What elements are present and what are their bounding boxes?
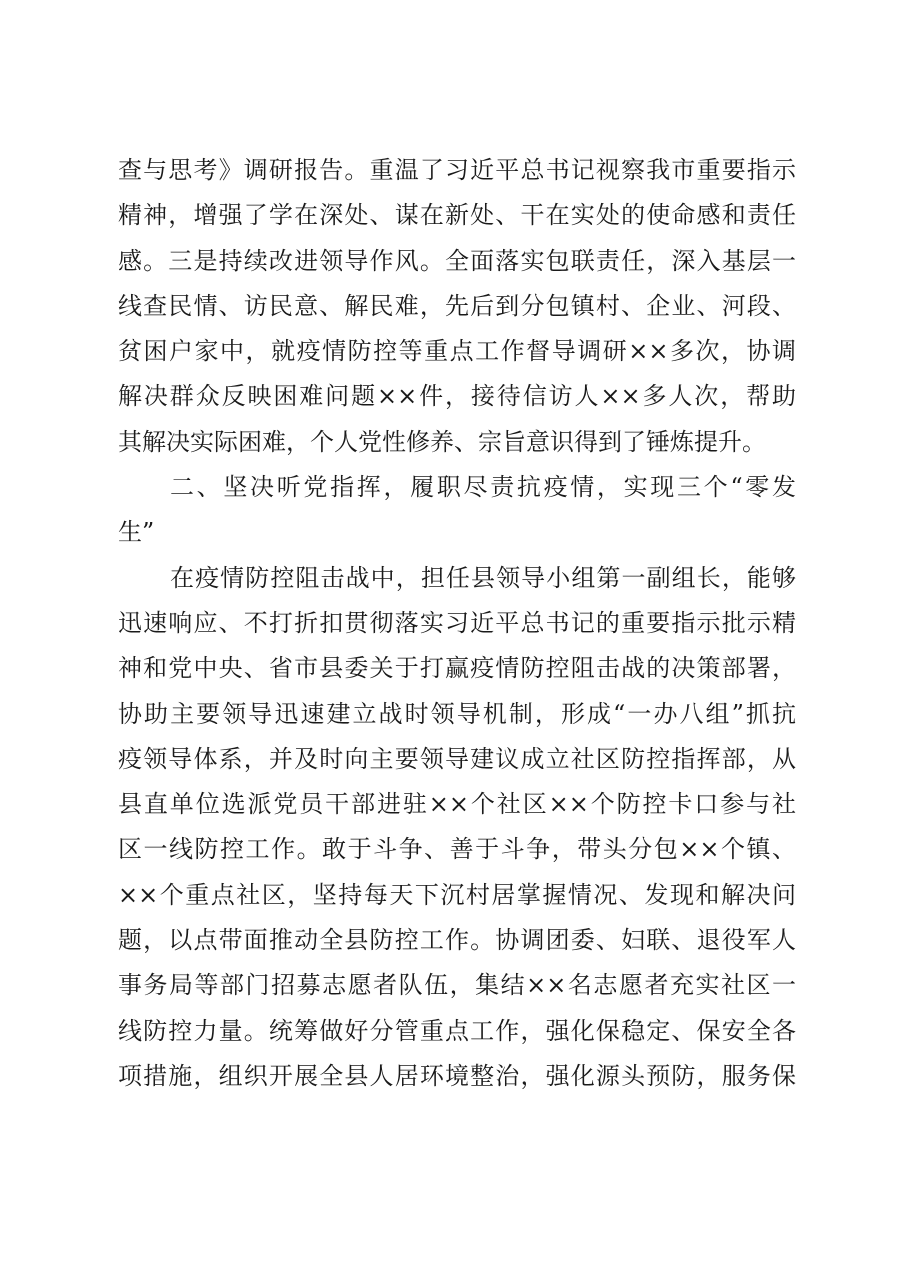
text-line: 解决群众反映困难问题××件，接待信访人××多人次，帮助 xyxy=(118,382,796,411)
text-line: 线防控力量。统筹做好分管重点工作，强化保稳定、保安全各 xyxy=(118,1016,796,1045)
text-line: 事务局等部门招募志愿者队伍，集结××名志愿者充实社区一 xyxy=(118,971,796,1000)
text-line: 题，以点带面推动全县防控工作。协调团委、妇联、退役军人 xyxy=(118,926,796,955)
text-line: 神和党中央、省市县委关于打赢疫情防控阻击战的决策部署， xyxy=(118,654,796,683)
text-line: 区一线防控工作。敢于斗争、善于斗争，带头分包××个镇、 xyxy=(118,835,796,864)
text-line: 疫领导体系，并及时向主要领导建议成立社区防控指挥部，从 xyxy=(118,744,796,773)
text-line: 县直单位选派党员干部进驻××个社区××个防控卡口参与社 xyxy=(118,790,796,819)
text-line: 查与思考》调研报告。重温了习近平总书记视察我市重要指示 xyxy=(118,156,796,184)
text-line: 在疫情防控阻击战中，担任县领导小组第一副组长，能够 xyxy=(170,563,796,592)
text-line: 协助主要领导迅速建立战时领导机制，形成“一办八组”抓抗 xyxy=(118,699,796,728)
text-line: 项措施，组织开展全县人居环境整治，强化源头预防，服务保 xyxy=(118,1061,796,1090)
text-line: 迅速响应、不打折扣贯彻落实习近平总书记的重要指示批示精 xyxy=(118,608,796,637)
text-line: 线查民情、访民意、解民难，先后到分包镇村、企业、河段、 xyxy=(118,291,796,320)
text-line: 精神，增强了学在深处、谋在新处、干在实处的使命感和责任 xyxy=(118,201,796,230)
section-heading-line: 生” xyxy=(118,518,155,547)
text-line: 贫困户家中，就疫情防控等重点工作督导调研××多次，协调 xyxy=(118,337,796,366)
text-line: 其解决实际困难，个人党性修养、宗旨意识得到了锤炼提升。 xyxy=(118,427,766,456)
document-body xyxy=(118,148,796,1099)
text-line: ××个重点社区，坚持每天下沉村居掌握情况、发现和解决问 xyxy=(118,880,796,909)
section-heading-line: 二、坚决听党指挥，履职尽责抗疫情，实现三个“零发 xyxy=(170,473,796,502)
text-line: 感。三是持续改进领导作风。全面落实包联责任，深入基层一 xyxy=(118,246,796,275)
